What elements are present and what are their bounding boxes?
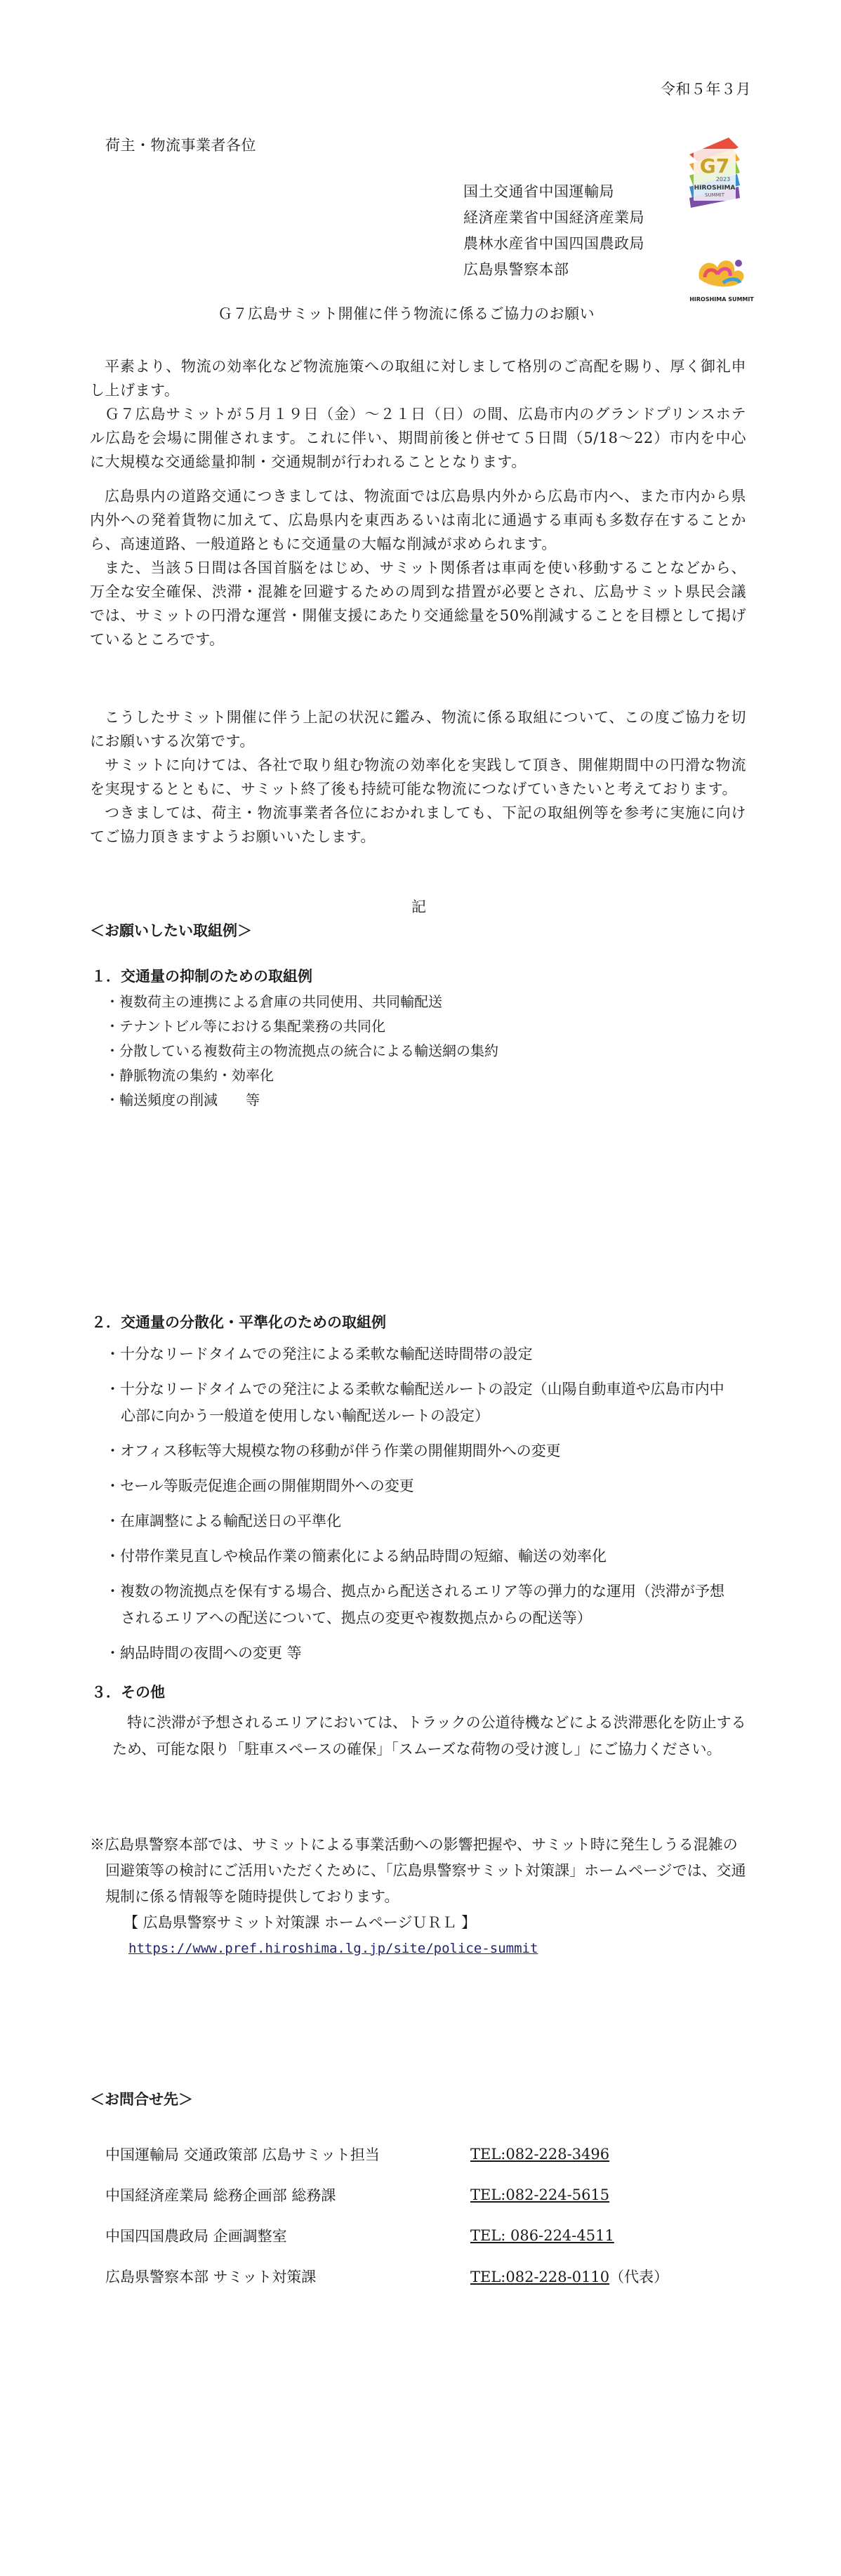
list-item: ・付帯作業見直しや検品作業の簡素化による納品時間の短縮、輸送の効率化 <box>105 1548 607 1565</box>
police-summit-link[interactable]: https://www.pref.hiroshima.lg.jp/site/police-summit <box>128 1941 538 1956</box>
section1-title: １．交通量の抑制のための取組例 <box>91 968 312 985</box>
police-url-label: 【 広島県警察サミット対策課 ホームページＵＲＬ 】 <box>124 1914 477 1931</box>
list-item: ・輸送頻度の削減 等 <box>105 1091 260 1108</box>
contact-tel-cell <box>470 2134 668 2175</box>
contact-tel[interactable]: TEL:082-228-0110 <box>470 2269 610 2285</box>
contact-org: 中国経済産業局 総務企画部 総務課 <box>105 2187 336 2204</box>
contact-org: 中国運輸局 交通政策部 広島サミット担当 <box>105 2146 380 2163</box>
section3-body: 特に渋滞が予想されるエリアにおいては、トラックの公道待機などによる渋滞悪化を防止するため、可能な限り「駐車スペースの確保」「スムーズな荷物の受け渡し」にご協力ください。 <box>112 1714 746 1758</box>
paragraph-request <box>90 705 746 849</box>
contact-tel-cell <box>470 2256 668 2297</box>
document-date: 令和５年３月 <box>661 81 751 98</box>
table-row <box>105 2134 668 2175</box>
police-notice-text: ※広島県警察本部では、サミットによる事業活動への影響把握や、サミット時に発生しうる混雑の回避策等の検討にご活用いただくために、「広島県警察サミット対策課」ホームページでは、交通規制に係る情報等を随時提供しております。 <box>90 1836 746 1905</box>
table-row <box>105 2175 668 2215</box>
section2-title: ２．交通量の分散化・平準化のための取組例 <box>91 1314 386 1331</box>
police-notice <box>90 1832 750 1962</box>
sender-agriculture: 農林水産省中国四国農政局 <box>463 235 644 252</box>
list-item: ・静脈物流の集約・効率化 <box>105 1067 274 1084</box>
sender-chugoku-economy: 経済産業省中国経済産業局 <box>463 209 644 226</box>
paragraph-text: 平素より、物流の効率化など物流施策への取組に対しまして格別のご高配を賜り、厚く御礼申し上げます。 <box>90 358 746 399</box>
contact-tel[interactable]: TEL:082-224-5615 <box>470 2186 610 2203</box>
list-item: ・在庫調整による輸配送日の平準化 <box>105 1513 341 1529</box>
contact-tel-cell <box>470 2175 668 2215</box>
list-item: ・十分なリードタイムでの発注による柔軟な輸配送時間帯の設定 <box>105 1346 533 1362</box>
g7-logo-city: HIROSHIMA <box>694 185 736 192</box>
g7-logo-text: G7 <box>699 154 730 178</box>
g7-logo-year: 2023 <box>715 176 731 182</box>
contact-table <box>105 2134 668 2297</box>
section2-list <box>105 1341 737 1675</box>
list-item: ・セール等販売促進企画の開催期間外への変更 <box>105 1478 414 1494</box>
table-row <box>105 2215 668 2256</box>
note-mark: 記 <box>411 898 427 915</box>
g7-summit-logo <box>687 133 743 211</box>
paragraph-text: 広島県内の道路交通につきましては、物流面では広島県内外から広島市内へ、また市内から県内外への発着貨物に加えて、広島県内を東西あるいは南北に通過する車両も多数存在することから、高速道路、一般道路ともに交通量の大幅な削減が求められます。 <box>90 488 746 552</box>
sender-police: 広島県警察本部 <box>463 261 569 278</box>
g7-logo-summit: SUMMIT <box>705 192 724 198</box>
paragraph-greeting <box>90 354 746 474</box>
contact-tel[interactable]: TEL: 086-224-4511 <box>470 2227 614 2244</box>
list-item: ・テナントビル等における集配業務の共同化 <box>105 1018 385 1035</box>
contact-org: 広島県警察本部 サミット対策課 <box>105 2269 317 2285</box>
paragraph-text: つきましては、荷主・物流事業者各位におかれましても、下記の取組例等を参考に実施に向けてご協力頂きますようお願いいたします。 <box>90 804 746 845</box>
contact-heading: ＜お問合せ先＞ <box>90 2091 193 2108</box>
hiroshima-summit-logo <box>689 242 754 305</box>
table-row <box>105 2256 668 2297</box>
contact-tel-suffix: （代表） <box>609 2269 669 2285</box>
contact-tel[interactable]: TEL:082-228-3496 <box>470 2146 610 2163</box>
hiroshima-summit-caption: HIROSHIMA SUMMIT <box>689 296 754 303</box>
list-item: ・十分なリードタイムでの発注による柔軟な輸配送ルートの設定（山陽自動車道や広島市内中心部に向かう一般道を使用しない輸配送ルートの設定） <box>105 1381 724 1424</box>
list-item: ・複数の物流拠点を保有する場合、拠点から配送されるエリア等の弾力的な運用（渋滞が予想されるエリアへの配送について、拠点の変更や複数拠点からの配送等） <box>105 1583 724 1626</box>
contact-tel-cell <box>470 2215 668 2256</box>
paragraph-text: サミットに向けては、各社で取り組む物流の効率化を実践して頂き、開催期間中の円滑な物流を実現するとともに、サミット終了後も持続可能な物流につなげていきたいと考えております。 <box>90 757 746 797</box>
paragraph-text: また、当該５日間は各国首脳をはじめ、サミット関係者は車両を使い移動することなどから、万全な安全確保、渋滞・混雑を回避するための周到な措置が必要とされ、広島サミット県民会議では、サミットの円滑な運営・開催支援にあたり交通総量を50%削減することを目標として掲げているところです。 <box>90 559 746 648</box>
paragraph-traffic <box>90 484 746 651</box>
list-item: ・分散している複数荷主の物流拠点の統合による輸送網の集約 <box>105 1042 498 1059</box>
contact-org: 中国四国農政局 企画調整室 <box>105 2228 287 2245</box>
paragraph-text: こうしたサミット開催に伴う上記の状況に鑑み、物流に係る取組について、この度ご協力を切にお願いする次第です。 <box>90 709 746 750</box>
document-subject: Ｇ７広島サミット開催に伴う物流に係るご協力のお願い <box>218 305 595 322</box>
section3-title: ３．その他 <box>91 1684 165 1701</box>
addressee: 荷主・物流事業者各位 <box>105 137 256 154</box>
list-item: ・複数荷主の連携による倉庫の共同使用、共同輸配送 <box>105 993 442 1010</box>
list-item: ・納品時間の夜間への変更 等 <box>105 1645 302 1661</box>
sender-list <box>463 179 644 283</box>
sender-chugoku-transport: 国土交通省中国運輸局 <box>463 183 614 200</box>
examples-heading: ＜お願いしたい取組例＞ <box>90 922 252 939</box>
paragraph-text: Ｇ７広島サミットが５月１９日（金）～２１日（日）の間、広島市内のグランドプリンスホテル広島を会場に開催されます。これに伴い、期間前後と併せて５日間（5/18～22）市内を中心に大規模な交通総量抑制・交通規制が行われることとなります。 <box>90 406 746 470</box>
section1-list <box>105 990 498 1113</box>
list-item: ・オフィス移転等大規模な物の移動が伴う作業の開催期間外への変更 <box>105 1442 561 1459</box>
